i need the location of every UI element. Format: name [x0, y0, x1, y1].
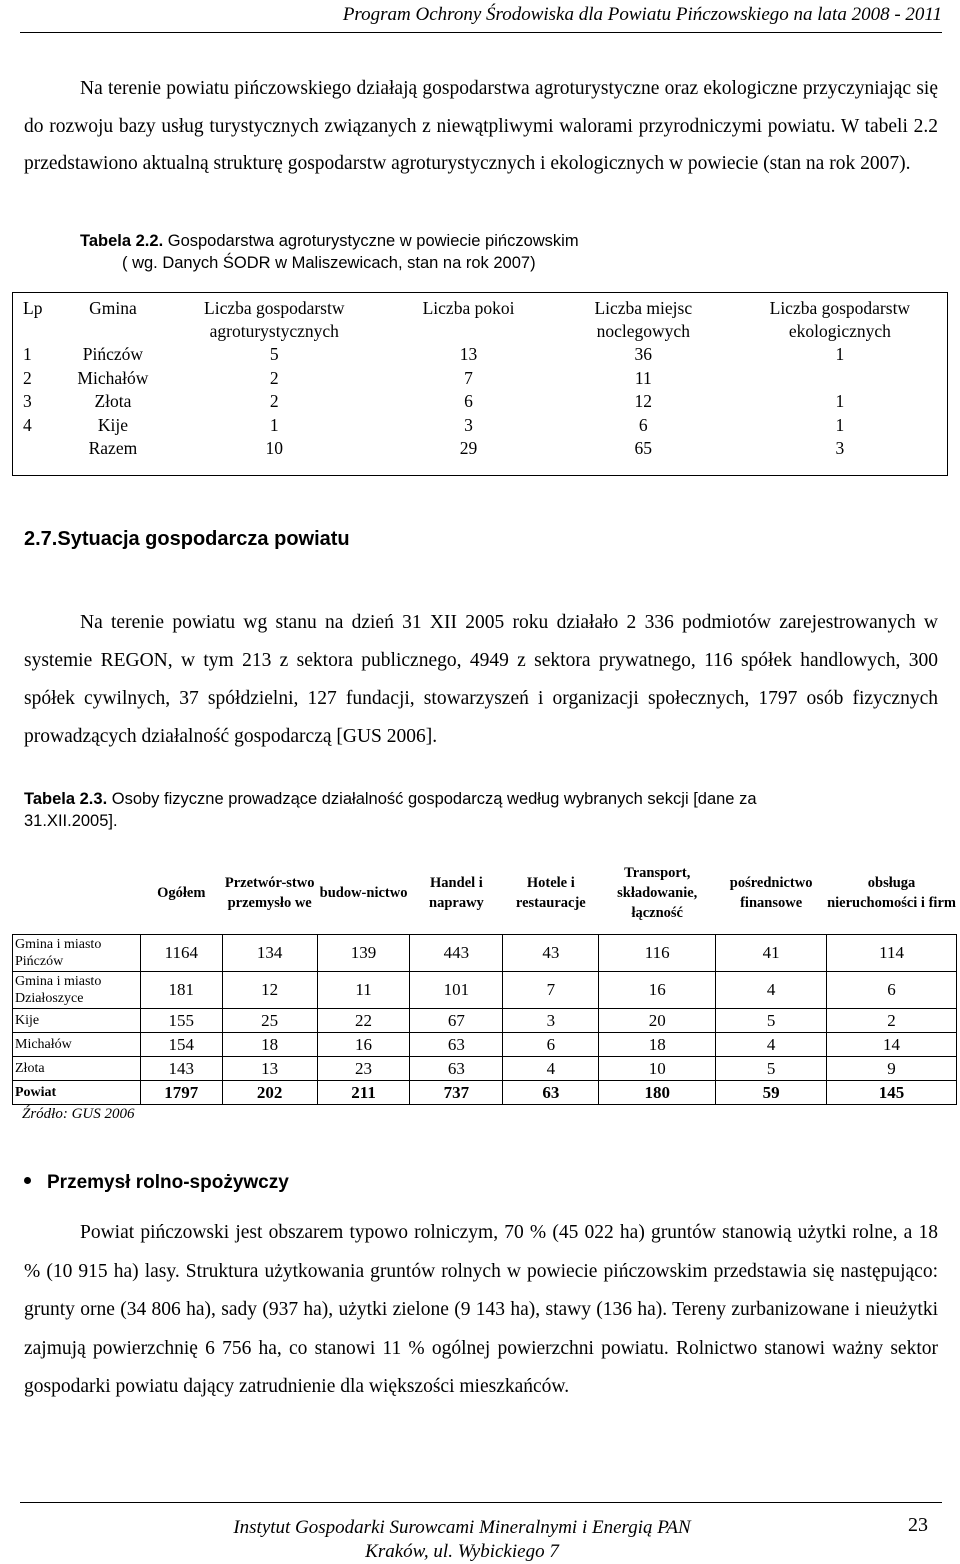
row-label: Michałów [13, 1033, 141, 1057]
table-row [13, 414, 948, 438]
footer-institute: Instytut Gospodarki Surowcami Mineralnymi i Energią PAN [233, 1517, 691, 1538]
table-row [13, 972, 957, 1009]
cell: 59 [716, 1081, 827, 1105]
header-divider [20, 32, 942, 33]
page-number: 23 [908, 1514, 928, 1536]
cell: 25 [222, 1009, 317, 1033]
cell: 9 [827, 1057, 957, 1081]
cell: 1 [835, 414, 845, 435]
cell: 5 [269, 344, 279, 364]
page-header: Program Ochrony Środowiska dla Powiatu Pińczowskiego na lata 2008 - 2011 [342, 4, 942, 25]
cell: Michałów [77, 367, 149, 388]
cell: 10 [265, 438, 284, 458]
cell: 4 [503, 1057, 599, 1081]
cell: 114 [827, 935, 957, 972]
cell: 154 [140, 1033, 222, 1057]
cell: Razem [88, 438, 138, 458]
cell: 143 [140, 1057, 222, 1081]
cell: 202 [222, 1081, 317, 1105]
header-manufacturing: Przetwór-stwo przemysło we [222, 852, 317, 935]
header-corner [13, 852, 141, 935]
cell: 12 [222, 972, 317, 1009]
cell: 180 [599, 1081, 716, 1105]
cell: 4 [716, 1033, 827, 1057]
cell: 145 [827, 1081, 957, 1105]
footer-address: Kraków, ul. Wybickiego 7 [365, 1541, 559, 1562]
header-rooms: Liczba pokoi [422, 298, 515, 318]
cell: 41 [716, 935, 827, 972]
cell: 11 [634, 367, 652, 388]
section-heading: 2.7.Sytuacja gospodarcza powiatu [24, 528, 350, 550]
cell: 67 [410, 1009, 503, 1033]
header-total: Ogółem [140, 852, 222, 935]
cell: 12 [634, 391, 653, 411]
cell: 211 [317, 1081, 410, 1105]
cell: Złota [94, 391, 132, 411]
cell: 5 [716, 1057, 827, 1081]
cell: 1164 [140, 935, 222, 972]
table-row [13, 935, 957, 972]
cell: 43 [503, 935, 599, 972]
cell: 1 [835, 344, 845, 364]
table1-caption-title: Gospodarstwa agroturystyczne w powiecie pińczowskim [163, 232, 579, 250]
table-row [13, 1009, 957, 1033]
cell: 134 [222, 935, 317, 972]
footer-divider [20, 1502, 942, 1503]
cell: 10 [599, 1057, 716, 1081]
cell: 116 [599, 935, 716, 972]
header-hotels: Hotele i restauracje [503, 852, 599, 935]
cell: 36 [634, 344, 653, 364]
cell: 101 [410, 972, 503, 1009]
cell: 7 [464, 367, 473, 388]
cell: 63 [410, 1033, 503, 1057]
header-trade: Handel i naprawy [410, 852, 503, 935]
cell: 20 [599, 1009, 716, 1033]
cell: 63 [503, 1081, 599, 1105]
cell: 29 [459, 438, 478, 458]
row-label: Gmina i miasto Pińczów [13, 935, 141, 972]
cell: 16 [317, 1033, 410, 1057]
cell: 3 [835, 438, 845, 458]
paragraph-agriculture: Powiat pińczowski jest obszarem typowo rolniczym, 70 % (45 022 ha) gruntów stanowią użytki rolne, a 18 % (10 915 ha) lasy. Struktura użytkowania gruntów rolnych w powiecie pińczowskim przedstawia się następująco: grunty orne (34 806 ha), sady (937 ha), użytki zielone (9 143 ha), stawy (136 ha). Tereny zurbanizowane i nieużytki zajmują powierzchnię 6 756 ha, co stanowi 11 % ogólnej powierzchni powiatu. Rolnictwo stanowi ważny sektor gospodarki powiatu dający zatrudnienie dla większości mieszkańców. [24, 1222, 938, 1397]
agrotourism-table [12, 292, 948, 476]
cell: 7 [503, 972, 599, 1009]
row-label: Kije [13, 1009, 141, 1033]
cell: 2 [269, 367, 279, 388]
cell: 139 [317, 935, 410, 972]
cell: 2 [269, 391, 279, 411]
cell: 65 [634, 438, 653, 458]
cell: Pińczów [82, 344, 144, 364]
cell: 23 [317, 1057, 410, 1081]
cell [13, 437, 61, 475]
table1-caption-source: ( wg. Danych ŚODR w Maliszewicach, stan na rok 2007) [122, 254, 536, 272]
cell: 1 [835, 391, 845, 411]
paragraph-agrotourism: Na terenie powiatu pińczowskiego działają gospodarstwa agroturystyczne oraz ekologiczne przyczyniając się do rozwoju bazy usług turystycznych związanych z niewątpliwymi walorami przyrodniczymi powiatu. W tabeli 2.2 przedstawiono aktualną strukturę gospodarstw agroturystycznych i ekologicznych w powiecie (stan na rok 2007). [24, 78, 938, 174]
cell: 181 [140, 972, 222, 1009]
cell: 4 [716, 972, 827, 1009]
table-row [13, 367, 948, 391]
cell: 3 [23, 391, 32, 411]
cell: 1797 [140, 1081, 222, 1105]
cell: 3 [464, 414, 473, 435]
table-row [13, 1033, 957, 1057]
table2-source: Źródło: GUS 2006 [22, 1106, 135, 1122]
cell: 13 [459, 344, 478, 364]
cell: 6 [827, 972, 957, 1009]
header-eco-farms: Liczba gospodarstw ekologicznych [769, 298, 911, 341]
cell: 6 [638, 414, 648, 435]
table2-caption-label: Tabela 2.3. [24, 790, 108, 808]
cell: 2 [23, 367, 32, 388]
bullet-heading-text: Przemysł rolno-spożywczy [47, 1172, 289, 1193]
header-agro-farms: Liczba gospodarstw agroturystycznych [204, 298, 345, 341]
table-total-row [13, 437, 948, 475]
cell: 4 [23, 414, 32, 435]
header-lp: Lp [23, 298, 43, 318]
table-row [13, 390, 948, 414]
table-header-row [13, 293, 948, 344]
table1-caption [80, 230, 579, 274]
table-row [13, 343, 948, 367]
cell: 1 [23, 344, 32, 364]
header-transport: Transport, składowanie, łączność [599, 852, 716, 935]
table-header-row [13, 852, 957, 935]
header-beds: Liczba miejsc noclegowych [594, 298, 693, 341]
cell: 13 [222, 1057, 317, 1081]
page-footer [0, 1516, 924, 1564]
header-gmina: Gmina [89, 298, 137, 318]
cell: 16 [599, 972, 716, 1009]
cell: 22 [317, 1009, 410, 1033]
cell: 11 [317, 972, 410, 1009]
cell: 3 [503, 1009, 599, 1033]
table1-caption-label: Tabela 2.2. [80, 232, 164, 250]
table-row [13, 1057, 957, 1081]
header-finance: pośrednictwo finansowe [716, 852, 827, 935]
cell: 1 [269, 414, 279, 435]
cell: 14 [827, 1033, 957, 1057]
table-total-row [13, 1081, 957, 1105]
cell: 6 [503, 1033, 599, 1057]
cell: 18 [599, 1033, 716, 1057]
table2-caption-title: Osoby fizyczne prowadzące działalność gospodarczą według wybranych sekcji [dane za 31.XII.2005]. [24, 790, 757, 830]
business-sections-table [12, 852, 957, 1105]
row-label: Powiat [13, 1081, 141, 1105]
cell: 737 [410, 1081, 503, 1105]
row-label: Złota [13, 1057, 141, 1081]
paragraph-economy: Na terenie powiatu wg stanu na dzień 31 XII 2005 roku działało 2 336 podmiotów zarejestrowanych w systemie REGON, w tym 213 z sektora publicznego, 4949 z sektora prywatnego, 116 spółek handlowych, 300 spółek cywilnych, 37 spółdzielni, 127 fundacji, stowarzyszeń i organizacji społecznych, 1797 osób fizycznych prowadzących działalność gospodarczą [GUS 2006]. [24, 612, 938, 747]
cell: 6 [464, 391, 473, 411]
header-real-estate: obsługa nieruchomości i firm [827, 852, 957, 935]
cell [733, 367, 948, 391]
cell: 5 [716, 1009, 827, 1033]
table2-caption [24, 788, 844, 832]
cell: 63 [410, 1057, 503, 1081]
cell: 443 [410, 935, 503, 972]
bullet-icon [24, 1177, 31, 1184]
cell: 155 [140, 1009, 222, 1033]
row-label: Gmina i miasto Działoszyce [13, 972, 141, 1009]
bullet-heading [24, 1172, 289, 1194]
header-construction: budow-nictwo [317, 852, 410, 935]
cell: 18 [222, 1033, 317, 1057]
cell: Kije [97, 414, 128, 435]
cell: 2 [827, 1009, 957, 1033]
